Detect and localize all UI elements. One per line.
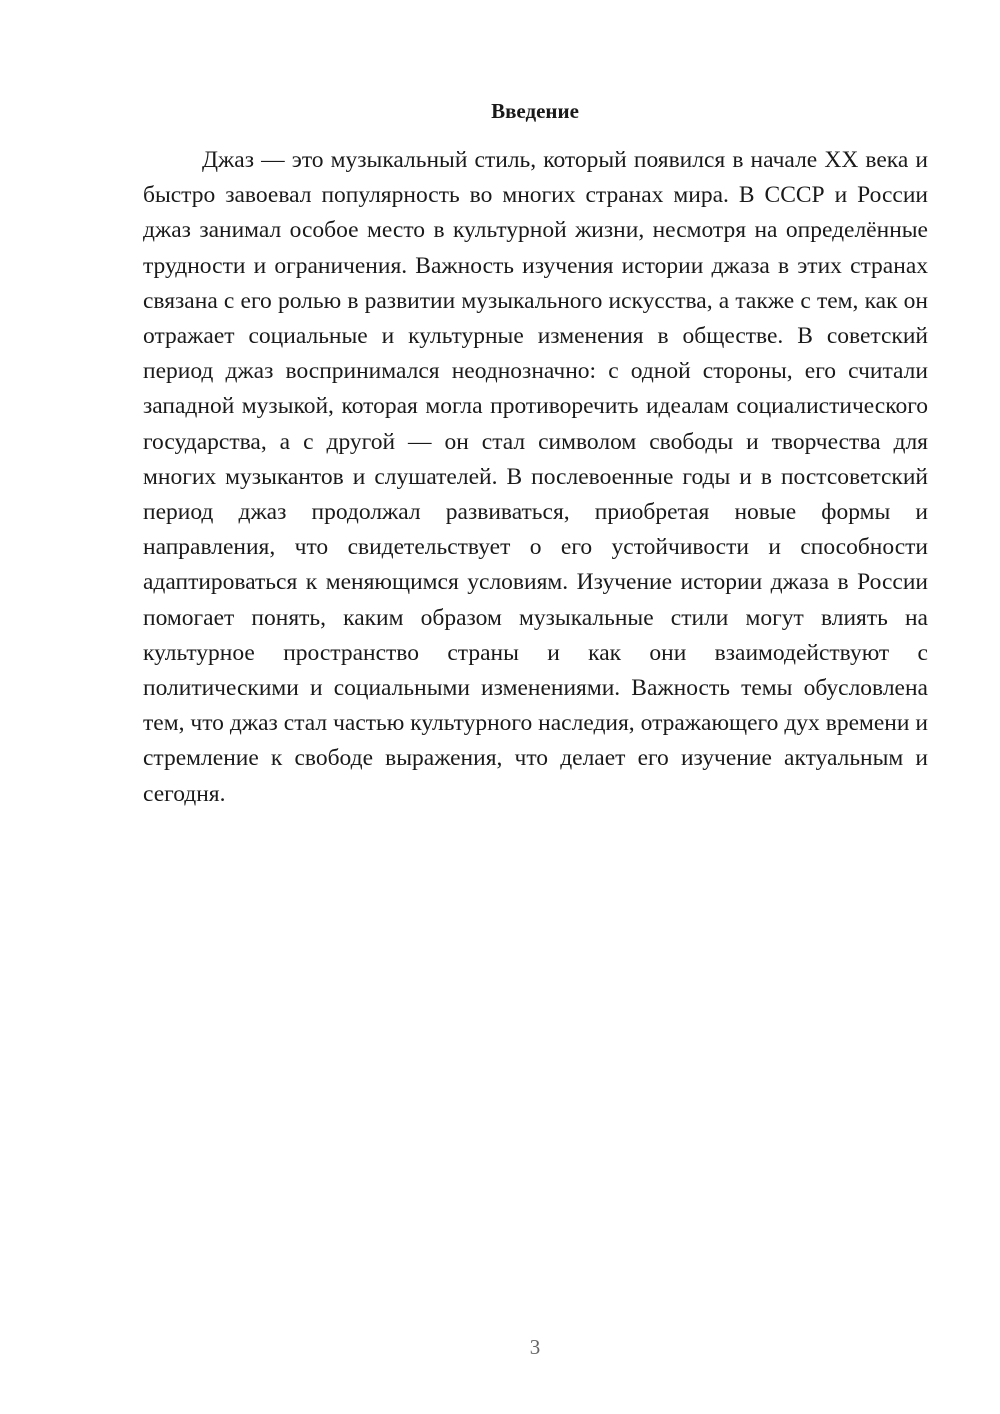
section-heading: Введение	[491, 99, 579, 123]
page-number: 3	[529, 1335, 541, 1359]
body-paragraph: Джаз — это музыкальный стиль, который появился в начале XX века и быстро завоевал популярность во многих странах мира. В СССР и России джаз занимал особое место в культурной жизни, несмотря на определённые трудности и ограничения. Важность изучения истории джаза в этих странах связана с его ролью в развитии музыкального искусства, а также с тем, как он отражает социальные и культурные изменения в обществе. В советский период джаз воспринимался неоднозначно: с одной стороны, его считали западной музыкой, которая могла противоречить идеалам социалистического государства, а с другой — он стал символом свободы и творчества для многих музыкантов и слушателей. В послевоенные годы и в постсоветский период джаз продолжал развиваться, приобретая новые формы и направления, что свидетельствует о его устойчивости и способности адаптироваться к меняющимся условиям. Изучение истории джаза в России помогает понять, каким образом музыкальные стили могут влиять на культурное пространство страны и как они взаимодействуют с политическими и социальными изменениями. Важность темы обусловлена тем, что джаз стал частью культурного наследия, отражающего дух времени и стремление к свободе выражения, что делает его изучение актуальным и сегодня.	[143, 147, 928, 807]
